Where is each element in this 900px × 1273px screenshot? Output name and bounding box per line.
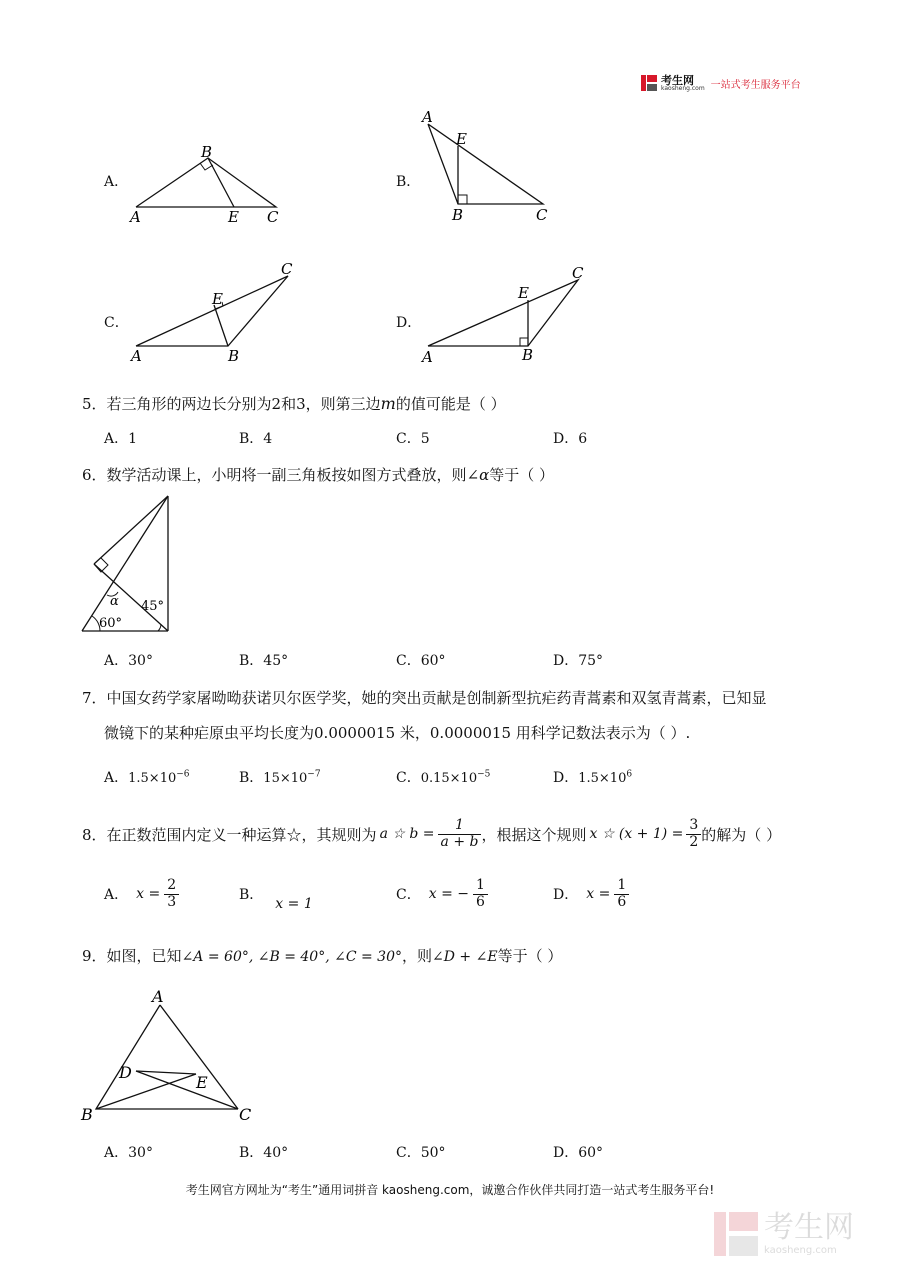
q4-option-a-letter: A． xyxy=(104,174,129,190)
header-logo xyxy=(640,72,801,94)
label-C: C xyxy=(267,208,279,226)
q7-option-b[interactable]: B．$15\times 10^{-7}$ xyxy=(239,769,321,786)
q4-option-c-letter: C． xyxy=(104,315,129,331)
q9-option-a[interactable]: A．30° xyxy=(104,1145,153,1161)
label-E: E xyxy=(228,208,239,226)
q5-option-d[interactable]: D．6 xyxy=(553,431,588,447)
header-slogan: 一站式考生服务平台 xyxy=(710,79,801,91)
q7-number: 7． xyxy=(82,689,107,707)
q7-option-a[interactable]: A．$1.5\times 10^{-6}$ xyxy=(104,769,190,786)
q8-text-b: ，根据这个规则 xyxy=(481,825,587,844)
question-9 xyxy=(82,945,562,966)
q5-option-a[interactable]: A．1 xyxy=(104,431,138,447)
q4-figure-d xyxy=(418,262,598,372)
q8-eq-lhs: x ☆ (x + 1) = xyxy=(589,826,684,842)
watermark-domain: kaosheng.com xyxy=(764,1244,837,1256)
q9-number: 9． xyxy=(82,947,107,965)
label-B: B xyxy=(81,1105,93,1124)
q8-number: 8． xyxy=(82,825,107,844)
q6-option-b[interactable]: B．45° xyxy=(239,653,289,669)
q6-option-c[interactable]: C．60° xyxy=(396,653,446,669)
question-6 xyxy=(82,464,554,485)
q7-line1: 中国女药学家屠呦呦获诺贝尔医学奖，她的突出贡献是创制新型抗疟药青蒿素和双氢青蒿素，已知显 xyxy=(106,689,767,707)
q6-option-a[interactable]: A．30° xyxy=(104,653,153,669)
q6-text-b: 等于（ ） xyxy=(489,466,555,484)
q9-given: ∠A = 60°, ∠B = 40°, ∠C = 30° xyxy=(181,949,403,965)
header-brand: 考生网 xyxy=(661,73,694,87)
q4-option-b-letter: B． xyxy=(396,174,421,190)
label-C: C xyxy=(536,206,548,224)
watermark xyxy=(714,1208,884,1260)
question-5 xyxy=(82,393,506,414)
q9-option-c[interactable]: C．50° xyxy=(396,1145,446,1161)
q4-figure-b xyxy=(418,106,568,226)
q5-option-c[interactable]: C．5 xyxy=(396,431,430,447)
q9-option-b[interactable]: B．40° xyxy=(239,1145,289,1161)
q9-option-d[interactable]: D．60° xyxy=(553,1145,604,1161)
q8-eq-fraction: $\frac{3}{2}$ xyxy=(686,818,701,850)
label-B: B xyxy=(522,346,534,364)
q6-angle: ∠α xyxy=(466,466,490,484)
q4-figure-c xyxy=(128,258,303,368)
watermark-logo-icon xyxy=(714,1212,758,1256)
q8-option-b[interactable]: B． x = 1 xyxy=(239,887,313,912)
label-B: B xyxy=(452,206,464,224)
label-A: A xyxy=(422,348,433,366)
label-C: C xyxy=(239,1105,252,1124)
label-C: C xyxy=(572,264,584,282)
kaosheng-logo-icon xyxy=(640,74,658,92)
watermark-brand: 考生网 xyxy=(764,1209,854,1245)
label-B: B xyxy=(201,143,213,161)
q6-text-a: 数学活动课上，小明将一副三角板按如图方式叠放，则 xyxy=(106,466,467,484)
q8-option-c[interactable]: C． x = − $\frac{1}{6}$ xyxy=(396,872,488,916)
angle-45-label: 45° xyxy=(141,599,165,614)
q9-figure xyxy=(78,987,258,1127)
label-E: E xyxy=(212,290,223,308)
question-7-line1 xyxy=(82,687,767,708)
q7-option-d[interactable]: D．$1.5\times 10^6$ xyxy=(553,769,633,786)
header-domain: kaosheng.com xyxy=(661,84,705,92)
angle-60-label: 60° xyxy=(99,616,123,631)
q4-figure-a xyxy=(128,140,288,230)
q5-option-b[interactable]: B．4 xyxy=(239,431,273,447)
q6-option-d[interactable]: D．75° xyxy=(553,653,604,669)
q8-option-d[interactable]: D． x = $\frac{1}{6}$ xyxy=(553,872,629,916)
q6-figure xyxy=(78,490,188,640)
q8-rule-fraction: $\frac{1}{a + b}$ xyxy=(438,818,482,850)
q9-text-a: 如图，已知 xyxy=(106,947,182,965)
q9-target: ∠D + ∠E xyxy=(432,949,498,965)
q5-number: 5． xyxy=(82,395,107,413)
q9-text-b: ，则 xyxy=(402,947,433,965)
label-A: A xyxy=(152,987,164,1006)
label-D: D xyxy=(119,1063,132,1082)
label-A: A xyxy=(422,108,433,126)
label-E: E xyxy=(518,284,529,302)
q6-number: 6． xyxy=(82,466,107,484)
q8-rule-lhs: a ☆ b = xyxy=(379,826,435,842)
q8-option-a[interactable]: A． x = $\frac{2}{3}$ xyxy=(104,872,179,916)
q4-option-d-letter: D． xyxy=(396,315,422,331)
q7-option-c[interactable]: C．$0.15\times 10^{-5}$ xyxy=(396,769,491,786)
q5-var: m xyxy=(380,394,396,413)
label-C: C xyxy=(281,260,293,278)
label-A: A xyxy=(131,347,142,365)
q8-text-a: 在正数范围内定义一种运算☆，其规则为 xyxy=(106,825,377,844)
label-E: E xyxy=(456,130,467,148)
label-E: E xyxy=(196,1073,208,1092)
q5-text-b: 的值可能是（ ） xyxy=(395,395,506,413)
label-A: A xyxy=(130,208,141,226)
q9-text-c: 等于（ ） xyxy=(497,947,563,965)
q5-text-a: 若三角形的两边长分别为2和3，则第三边 xyxy=(106,395,381,413)
question-8 xyxy=(82,811,781,857)
label-B: B xyxy=(228,347,240,365)
q8-text-c: 的解为（ ） xyxy=(701,825,782,844)
question-7-line2: 微镜下的某种疟原虫平均长度为0.0000015 米，0.0000015 用科学记数法表示为（ ）. xyxy=(104,724,691,742)
angle-alpha-label: α xyxy=(110,594,119,609)
footer-text: 考生网官方网址为“考生”通用词拼音 kaosheng.com，诚邀合作伙伴共同打造一站式考生服务平台! xyxy=(185,1183,715,1197)
